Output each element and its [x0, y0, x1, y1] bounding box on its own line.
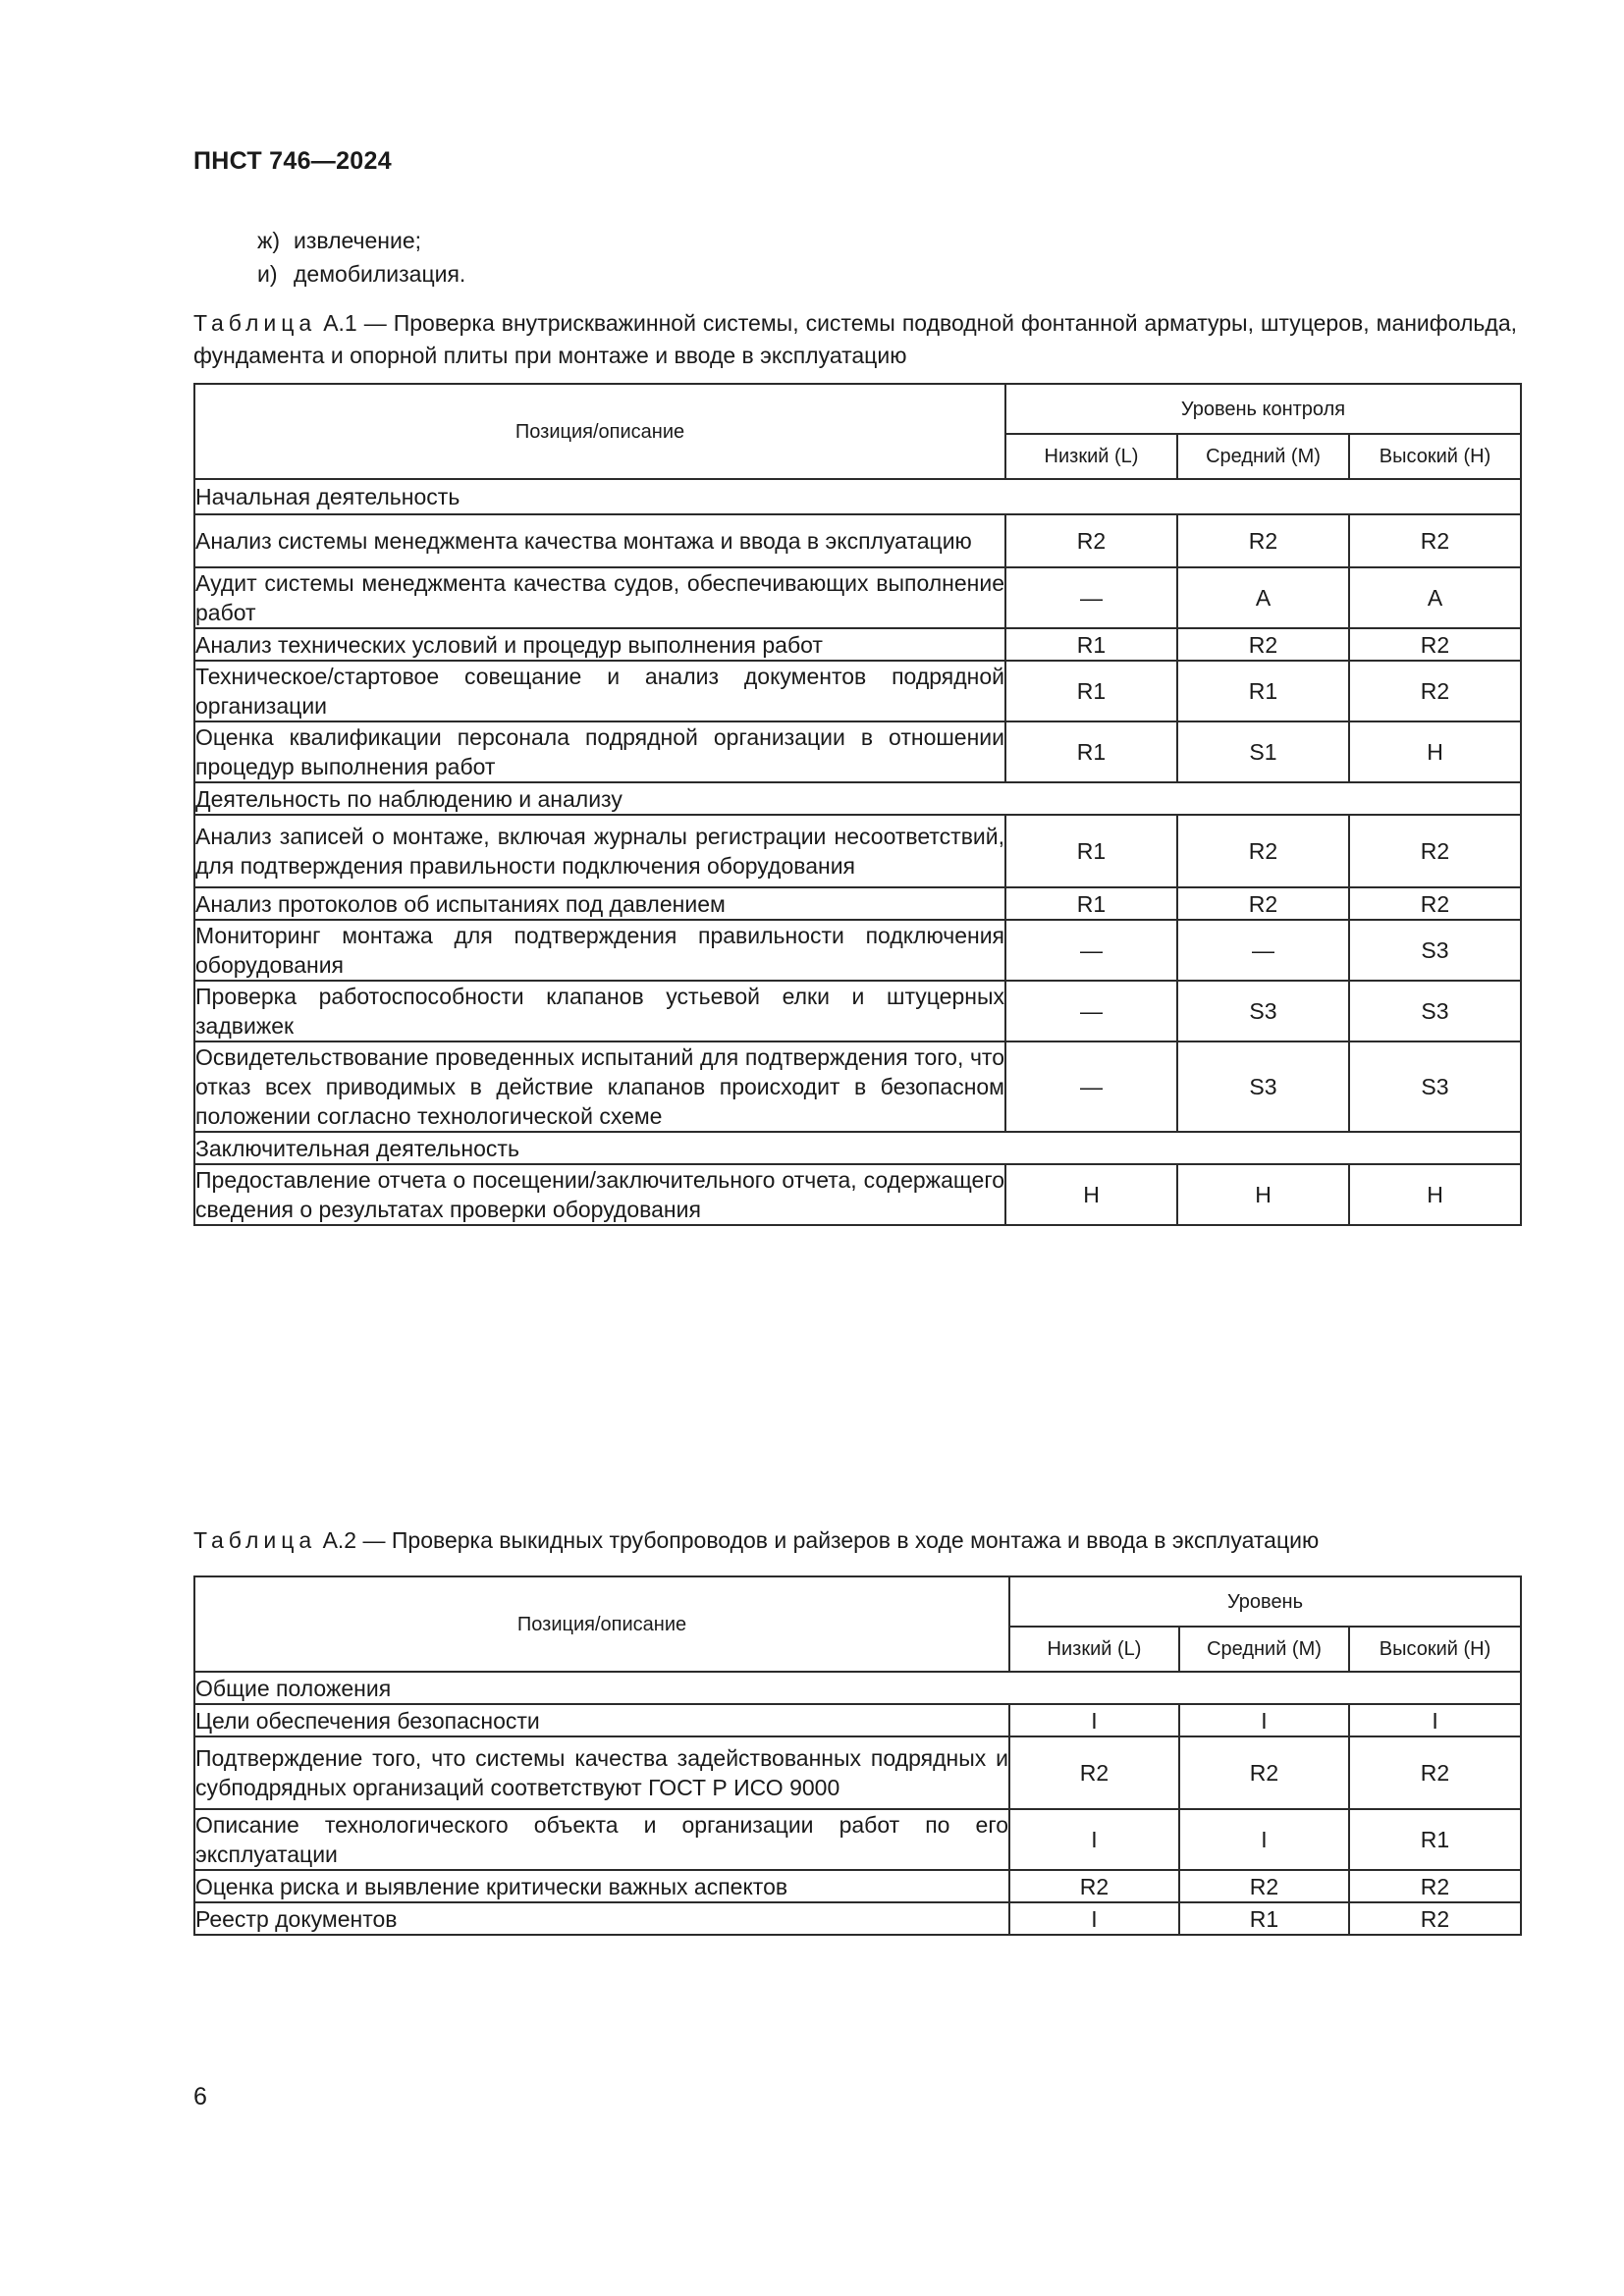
row-description: Проверка работоспособности клапанов устьевой елки и штуцерных задвижек	[194, 981, 1005, 1041]
section-row	[194, 1132, 1521, 1164]
table-row	[194, 514, 1521, 567]
section-row	[194, 479, 1521, 514]
row-description: Техническое/стартовое совещание и анализ документов подрядной организации	[194, 661, 1005, 721]
low-level-value: I	[1009, 1704, 1179, 1736]
header-low: Низкий (L)	[1005, 434, 1177, 479]
row-description: Мониторинг монтажа для подтверждения правильности подключения оборудования	[194, 920, 1005, 981]
table-a2-caption	[193, 1524, 1517, 1557]
page-number: 6	[193, 2083, 207, 2110]
medium-level-value: S3	[1177, 981, 1349, 1041]
high-level-value: H	[1349, 721, 1521, 782]
table-a1-caption	[193, 307, 1517, 372]
table-row	[194, 981, 1521, 1041]
medium-level-value: S3	[1177, 1041, 1349, 1132]
table-a2-body	[194, 1672, 1521, 1935]
section-title: Заключительная деятельность	[194, 1132, 1521, 1164]
high-level-value: А	[1349, 567, 1521, 628]
list-marker: и)	[257, 261, 278, 287]
medium-level-value: R1	[1179, 1902, 1349, 1935]
table-row	[194, 1736, 1521, 1809]
header-position: Позиция/описание	[194, 384, 1005, 479]
low-level-value: —	[1005, 981, 1177, 1041]
low-level-value: H	[1005, 1164, 1177, 1225]
table-row	[194, 1870, 1521, 1902]
low-level-value: R2	[1009, 1870, 1179, 1902]
section-row	[194, 1672, 1521, 1704]
high-level-value: R2	[1349, 815, 1521, 887]
row-description: Оценка квалификации персонала подрядной организации в отношении процедур выполнения работ	[194, 721, 1005, 782]
section-title: Деятельность по наблюдению и анализу	[194, 782, 1521, 815]
table-row	[194, 1164, 1521, 1225]
medium-level-value: R2	[1179, 1870, 1349, 1902]
section-row	[194, 782, 1521, 815]
medium-level-value: S1	[1177, 721, 1349, 782]
high-level-value: H	[1349, 1164, 1521, 1225]
medium-level-value: R2	[1179, 1736, 1349, 1809]
low-level-value: R2	[1005, 514, 1177, 567]
table-row	[194, 887, 1521, 920]
row-description: Анализ технических условий и процедур выполнения работ	[194, 628, 1005, 661]
low-level-value: R1	[1005, 887, 1177, 920]
high-level-value: S3	[1349, 1041, 1521, 1132]
medium-level-value: R2	[1177, 815, 1349, 887]
list-text: демобилизация.	[294, 261, 466, 287]
caption-text: А.2 — Проверка выкидных трубопроводов и райзеров в ходе монтажа и ввода в эксплуатацию	[316, 1527, 1320, 1553]
row-description: Анализ системы менеджмента качества монтажа и ввода в эксплуатацию	[194, 514, 1005, 567]
table-row	[194, 815, 1521, 887]
header-medium: Средний (M)	[1177, 434, 1349, 479]
table-a2	[193, 1575, 1522, 1936]
high-level-value: R1	[1349, 1809, 1521, 1870]
row-description: Анализ записей о монтаже, включая журналы регистрации несоответствий, для подтверждения правильности подключения оборудования	[194, 815, 1005, 887]
list-text: извлечение;	[294, 228, 422, 253]
row-description: Освидетельствование проведенных испытаний для подтверждения того, что отказ всех приводимых в действие клапанов происходит в безопасном положении согласно технологической схеме	[194, 1041, 1005, 1132]
row-description: Оценка риска и выявление критически важных аспектов	[194, 1870, 1009, 1902]
table-row	[194, 920, 1521, 981]
list-item	[257, 257, 465, 291]
low-level-value: R1	[1005, 721, 1177, 782]
table-row	[194, 628, 1521, 661]
table-row	[194, 1902, 1521, 1935]
list-marker: ж)	[257, 228, 281, 253]
low-level-value: I	[1009, 1902, 1179, 1935]
section-title: Общие положения	[194, 1672, 1521, 1704]
medium-level-value: R2	[1177, 514, 1349, 567]
high-level-value: R2	[1349, 1870, 1521, 1902]
low-level-value: —	[1005, 920, 1177, 981]
table-a1	[193, 383, 1522, 1226]
high-level-value: R2	[1349, 887, 1521, 920]
header-high: Высокий (H)	[1349, 1627, 1521, 1672]
caption-text: А.1 — Проверка внутрискважинной системы, системы подводной фонтанной арматуры, штуцеров, манифольда, фундамента и опорной плиты при монтаже и вводе в эксплуатацию	[193, 310, 1517, 368]
table-row	[194, 1041, 1521, 1132]
medium-level-value: R2	[1177, 887, 1349, 920]
row-description: Цели обеспечения безопасности	[194, 1704, 1009, 1736]
medium-level-value: I	[1179, 1809, 1349, 1870]
low-level-value: R1	[1005, 628, 1177, 661]
low-level-value: R2	[1009, 1736, 1179, 1809]
table-a1-body	[194, 479, 1521, 1225]
row-description: Предоставление отчета о посещении/заключительного отчета, содержащего сведения о результатах проверки оборудования	[194, 1164, 1005, 1225]
medium-level-value: I	[1179, 1704, 1349, 1736]
table-row	[194, 1704, 1521, 1736]
caption-label: Таблица	[193, 310, 317, 336]
low-level-value: I	[1009, 1809, 1179, 1870]
row-description: Аудит системы менеджмента качества судов, обеспечивающих выполнение работ	[194, 567, 1005, 628]
header-low: Низкий (L)	[1009, 1627, 1179, 1672]
low-level-value: R1	[1005, 815, 1177, 887]
table-row	[194, 567, 1521, 628]
high-level-value: R2	[1349, 661, 1521, 721]
header-medium: Средний (M)	[1179, 1627, 1349, 1672]
table-row	[194, 661, 1521, 721]
enumerated-list	[257, 224, 465, 291]
high-level-value: R2	[1349, 1736, 1521, 1809]
row-description: Анализ протоколов об испытаниях под давлением	[194, 887, 1005, 920]
document-code: ПНСТ 746—2024	[193, 147, 392, 175]
medium-level-value: R2	[1177, 628, 1349, 661]
section-title: Начальная деятельность	[194, 479, 1521, 514]
header-position: Позиция/описание	[194, 1576, 1009, 1672]
low-level-value: —	[1005, 567, 1177, 628]
medium-level-value: R1	[1177, 661, 1349, 721]
high-level-value: R2	[1349, 1902, 1521, 1935]
header-high: Высокий (H)	[1349, 434, 1521, 479]
row-description: Описание технологического объекта и организации работ по его эксплуатации	[194, 1809, 1009, 1870]
table-row	[194, 1809, 1521, 1870]
medium-level-value: А	[1177, 567, 1349, 628]
high-level-value: S3	[1349, 981, 1521, 1041]
high-level-value: I	[1349, 1704, 1521, 1736]
header-level: Уровень	[1009, 1576, 1521, 1627]
row-description: Реестр документов	[194, 1902, 1009, 1935]
medium-level-value: H	[1177, 1164, 1349, 1225]
list-item	[257, 224, 465, 257]
table-row	[194, 721, 1521, 782]
caption-label: Таблица	[193, 1527, 317, 1553]
medium-level-value: —	[1177, 920, 1349, 981]
header-control-level: Уровень контроля	[1005, 384, 1521, 434]
high-level-value: R2	[1349, 628, 1521, 661]
low-level-value: R1	[1005, 661, 1177, 721]
high-level-value: R2	[1349, 514, 1521, 567]
low-level-value: —	[1005, 1041, 1177, 1132]
high-level-value: S3	[1349, 920, 1521, 981]
row-description: Подтверждение того, что системы качества задействованных подрядных и субподрядных организаций соответствуют ГОСТ Р ИСО 9000	[194, 1736, 1009, 1809]
